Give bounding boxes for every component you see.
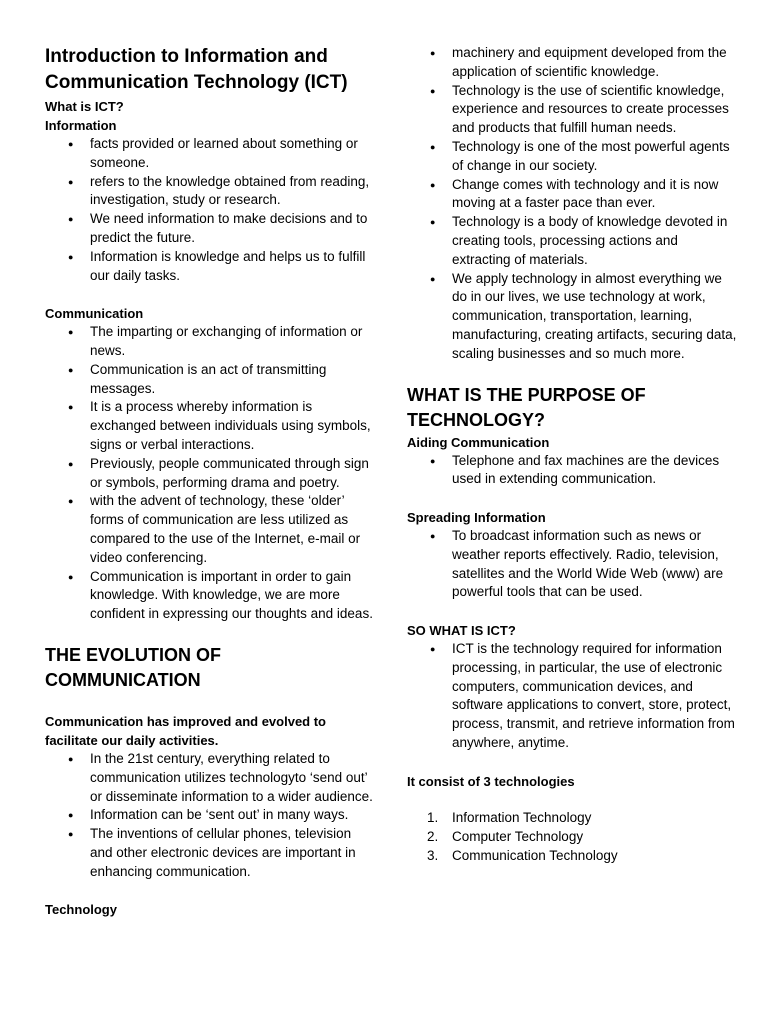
list-item: ● machinery and equipment developed from the application of scientific knowledge. [407, 44, 737, 82]
list-item: ● Technology is one of the most powerful agents of change in our society. [407, 138, 737, 176]
list-item: ● refers to the knowledge obtained from reading, investigation, study or research. [45, 173, 375, 211]
evolution-heading: THE EVOLUTION OF COMMUNICATION [45, 644, 222, 690]
spreading-list [407, 527, 737, 602]
list-item: ● Previously, people communicated through sign or symbols, performing drama and poetry. [45, 455, 375, 493]
spreading-information-heading: Spreading Information [407, 509, 546, 525]
list-item: ● facts provided or learned about something or someone. [45, 135, 375, 173]
communication-list [45, 323, 375, 624]
list-item: ● The inventions of cellular phones, television and other electronic devices are important in enhancing communication. [45, 825, 375, 881]
list-label: Information Technology [452, 810, 592, 826]
list-item: ● ICT is the technology required for information processing, in particular, the use of electronic computers, communication devices, and software applications to convert, store, protect, process, transmit, and retrieve information from anywhere, anytime. [407, 640, 737, 753]
list-item: ● Communication is important in order to gain knowledge. With knowledge, we are more confident in expressing our thoughts and ideas. [45, 568, 375, 624]
so-what-list [407, 640, 737, 753]
purpose-heading: WHAT IS THE PURPOSE OF TECHNOLOGY? [407, 384, 646, 430]
list-item: ● To broadcast information such as news or weather reports effectively. Radio, television, satellites and the World Wide Web (www) are powerful tools that can be used. [407, 527, 737, 602]
list-item: ● with the advent of technology, these ‘older’ forms of communication are less utilized as compared to the use of the Internet, e-mail or video conferencing. [45, 492, 375, 567]
list-number: 3. [427, 847, 439, 863]
consist-heading: It consist of 3 technologies [407, 773, 575, 789]
aiding-communication-heading: Aiding Communication [407, 434, 550, 450]
list-item: ● Information is knowledge and helps us to fulfill our daily tasks. [45, 248, 375, 286]
list-item: ● The imparting or exchanging of information or news. [45, 323, 375, 361]
list-item: ● It is a process whereby information is exchanged between individuals using symbols, signs or verbal interactions. [45, 398, 375, 454]
list-item [407, 809, 737, 828]
technologies-list [407, 809, 737, 865]
list-number: 2. [427, 829, 439, 845]
list-item: ● Communication is an act of transmitting messages. [45, 361, 375, 399]
list-label: Communication Technology [452, 847, 618, 863]
list-item: ● Telephone and fax machines are the devices used in extending communication. [407, 452, 737, 490]
technology-heading: Technology [45, 902, 117, 918]
list-item: ● In the 21st century, everything related to communication utilizes technologyto ‘send out’ or disseminate information to a wider audience. [45, 750, 375, 806]
list-number: 1. [427, 810, 439, 826]
information-list [45, 135, 375, 285]
list-item: ● Technology is a body of knowledge devoted in creating tools, processing actions and extracting of materials. [407, 213, 737, 269]
list-label: Computer Technology [452, 829, 584, 845]
technology-list [407, 44, 737, 364]
list-item [407, 828, 737, 847]
list-item: ● Technology is the use of scientific knowledge, experience and resources to create processes and products that fulfill human needs. [407, 82, 737, 138]
what-is-ict-heading: What is ICT? [45, 99, 124, 114]
communication-heading: Communication [45, 306, 144, 322]
list-item [407, 847, 737, 866]
list-item: ● We need information to make decisions and to predict the future. [45, 210, 375, 248]
aiding-list [407, 452, 737, 490]
list-item: ● Information can be ‘sent out’ in many ways. [45, 806, 375, 825]
information-heading: Information [45, 118, 117, 133]
evolution-list [45, 750, 375, 882]
evolution-subheading: Communication has improved and evolved to facilitate our daily activities. [45, 713, 326, 748]
right-column [407, 44, 737, 866]
left-column [45, 44, 375, 919]
page-title: Introduction to Information and Communication Technology (ICT) [45, 46, 348, 93]
list-item: ● Change comes with technology and it is now moving at a faster pace than ever. [407, 176, 737, 214]
list-item: ● We apply technology in almost everything we do in our lives, we use technology at work, communication, transportation, learning, manufacturing, creating artifacts, securing data, scaling businesses and so much more. [407, 270, 737, 364]
so-what-is-ict-heading: SO WHAT IS ICT? [407, 622, 516, 638]
